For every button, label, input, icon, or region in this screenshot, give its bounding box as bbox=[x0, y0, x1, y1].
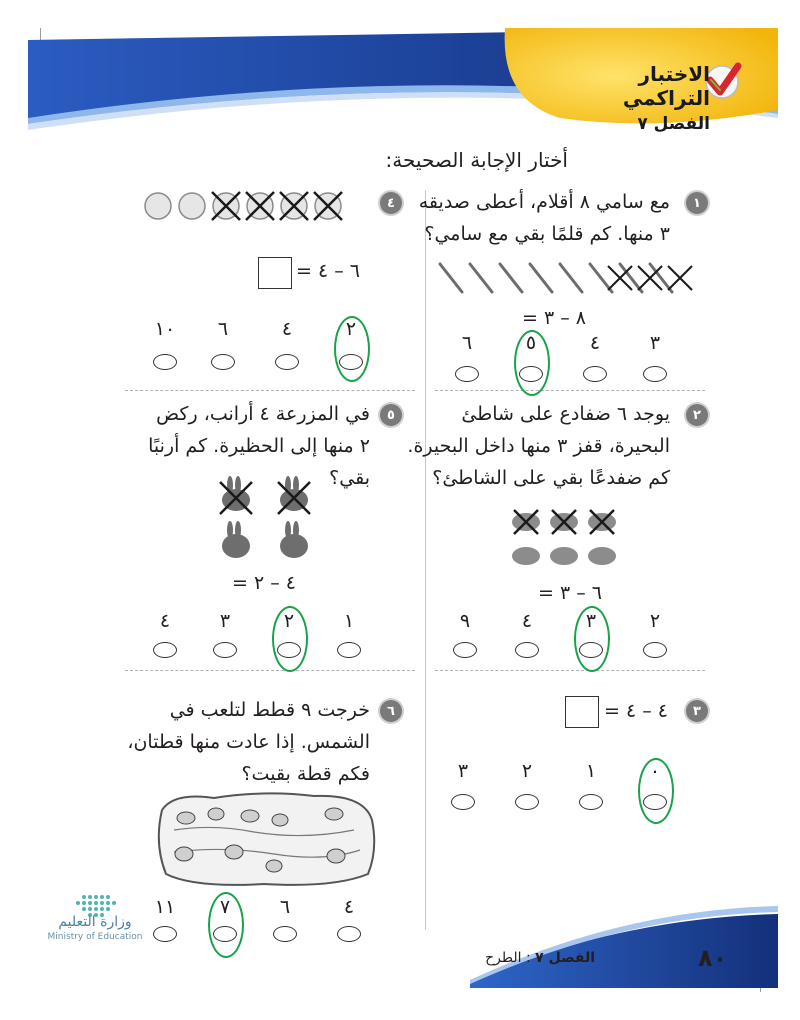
answer-bubble[interactable] bbox=[643, 642, 667, 658]
option-label: ١ bbox=[343, 610, 355, 632]
question-number-badge: ٢ bbox=[686, 404, 708, 426]
footer-chapter: الفصل ٧ bbox=[535, 950, 595, 966]
option-label: ٣ bbox=[585, 610, 597, 632]
option-label: ٤ bbox=[589, 332, 601, 354]
option-label: ٤ bbox=[521, 610, 533, 632]
selected-answer-ring bbox=[514, 330, 550, 396]
option-label: ٢ bbox=[345, 318, 357, 340]
row-divider bbox=[125, 390, 415, 391]
footer-separator: : bbox=[525, 950, 531, 966]
selected-answer-ring bbox=[334, 316, 370, 382]
option-label: ٢ bbox=[521, 760, 533, 782]
question-6-text bbox=[120, 694, 370, 790]
question-2-equation: ٦ – ٣ = bbox=[538, 582, 602, 604]
question-2-line-3: كم ضفدعًا بقي على الشاطئ؟ bbox=[432, 467, 670, 489]
option-label: ٠ bbox=[649, 760, 661, 782]
question-5-line-1: في المزرعة ٤ أرانب، ركض bbox=[156, 403, 370, 425]
cats-illustration bbox=[154, 790, 378, 890]
ministry-name-arabic: وزارة التعليم bbox=[58, 914, 132, 930]
column-divider bbox=[425, 190, 426, 930]
question-number-badge: ٣ bbox=[686, 700, 708, 722]
selected-answer-ring bbox=[638, 758, 674, 824]
question-1-text bbox=[390, 186, 670, 250]
header-title-block bbox=[560, 62, 710, 134]
selected-answer-ring bbox=[272, 606, 308, 672]
question-2-text bbox=[380, 398, 670, 494]
answer-bubble[interactable] bbox=[153, 354, 177, 370]
answer-bubble[interactable] bbox=[515, 642, 539, 658]
answer-bubble[interactable] bbox=[451, 794, 475, 810]
checkmark-icon bbox=[706, 66, 738, 98]
question-number-badge: ٤ bbox=[380, 192, 402, 214]
rabbits-illustration bbox=[210, 476, 320, 566]
question-6-line-1: خرجت ٩ قطط لتلعب في bbox=[169, 699, 370, 721]
option-label: ٢ bbox=[649, 610, 661, 632]
option-label: ٥ bbox=[525, 332, 537, 354]
ministry-name-english: Ministry of Education bbox=[47, 932, 143, 942]
selected-answer-ring bbox=[574, 606, 610, 672]
answer-bubble[interactable] bbox=[583, 366, 607, 382]
answer-bubble[interactable] bbox=[211, 354, 235, 370]
option-label: ٣ bbox=[457, 760, 469, 782]
question-1-line-1: مع سامي ٨ أقلام، أعطى صديقه bbox=[418, 191, 670, 213]
question-number-badge: ٥ bbox=[380, 404, 402, 426]
question-4-equation: ٦ – ٤ = bbox=[296, 260, 360, 282]
baseballs-illustration bbox=[140, 188, 370, 224]
option-label: ٤ bbox=[343, 896, 355, 918]
option-label: ١٠ bbox=[154, 318, 176, 340]
row-divider bbox=[435, 390, 705, 391]
question-5-line-2: ٢ منها إلى الحظيرة. كم أرنبًا بقي؟ bbox=[148, 435, 370, 489]
footer-topic: الطرح bbox=[485, 950, 522, 966]
page-title: الاختبار التراكمي bbox=[622, 62, 710, 110]
option-label: ١١ bbox=[154, 896, 176, 918]
option-label: ٦ bbox=[279, 896, 291, 918]
question-2-line-1: يوجد ٦ ضفادع على شاطئ bbox=[461, 403, 670, 425]
question-6-line-3: فكم قطة بقيت؟ bbox=[241, 763, 370, 785]
option-label: ٤ bbox=[281, 318, 293, 340]
answer-box[interactable] bbox=[565, 696, 599, 728]
question-number-badge: ١ bbox=[686, 192, 708, 214]
question-1-line-2: ٣ منها. كم قلمًا بقي مع سامي؟ bbox=[424, 223, 670, 245]
instruction-text: أختار الإجابة الصحيحة: bbox=[385, 148, 568, 172]
answer-bubble[interactable] bbox=[579, 794, 603, 810]
frogs-illustration bbox=[508, 506, 628, 572]
answer-bubble[interactable] bbox=[337, 642, 361, 658]
question-6-line-2: الشمس. إذا عادت منها قطتان، bbox=[127, 731, 370, 753]
row-divider bbox=[435, 670, 705, 671]
question-number-badge: ٦ bbox=[380, 700, 402, 722]
answer-box[interactable] bbox=[258, 257, 292, 289]
option-label: ١ bbox=[585, 760, 597, 782]
option-label: ٦ bbox=[461, 332, 473, 354]
option-label: ٣ bbox=[219, 610, 231, 632]
answer-bubble[interactable] bbox=[153, 642, 177, 658]
question-5-equation: ٤ – ٢ = bbox=[232, 572, 296, 594]
page-subtitle: الفصل ٧ bbox=[637, 114, 710, 134]
option-label: ٤ bbox=[159, 610, 171, 632]
answer-bubble[interactable] bbox=[455, 366, 479, 382]
option-label: ٧ bbox=[219, 896, 231, 918]
question-1-equation: ٨ – ٣ = bbox=[522, 307, 586, 329]
pencils-illustration bbox=[432, 258, 702, 298]
answer-bubble[interactable] bbox=[275, 354, 299, 370]
answer-bubble[interactable] bbox=[643, 366, 667, 382]
option-label: ٣ bbox=[649, 332, 661, 354]
option-label: ٢ bbox=[283, 610, 295, 632]
option-label: ٦ bbox=[217, 318, 229, 340]
question-3-equation: ٤ – ٤ = bbox=[604, 700, 668, 722]
answer-bubble[interactable] bbox=[515, 794, 539, 810]
answer-bubble[interactable] bbox=[213, 642, 237, 658]
question-2-line-2: البحيرة، قفز ٣ منها داخل البحيرة. bbox=[407, 435, 670, 457]
footer-banner bbox=[0, 900, 800, 1000]
footer-chapter-info bbox=[485, 950, 595, 966]
page-number: ٨٠ bbox=[698, 944, 728, 972]
option-label: ٩ bbox=[459, 610, 471, 632]
answer-bubble[interactable] bbox=[453, 642, 477, 658]
row-divider bbox=[125, 670, 415, 671]
